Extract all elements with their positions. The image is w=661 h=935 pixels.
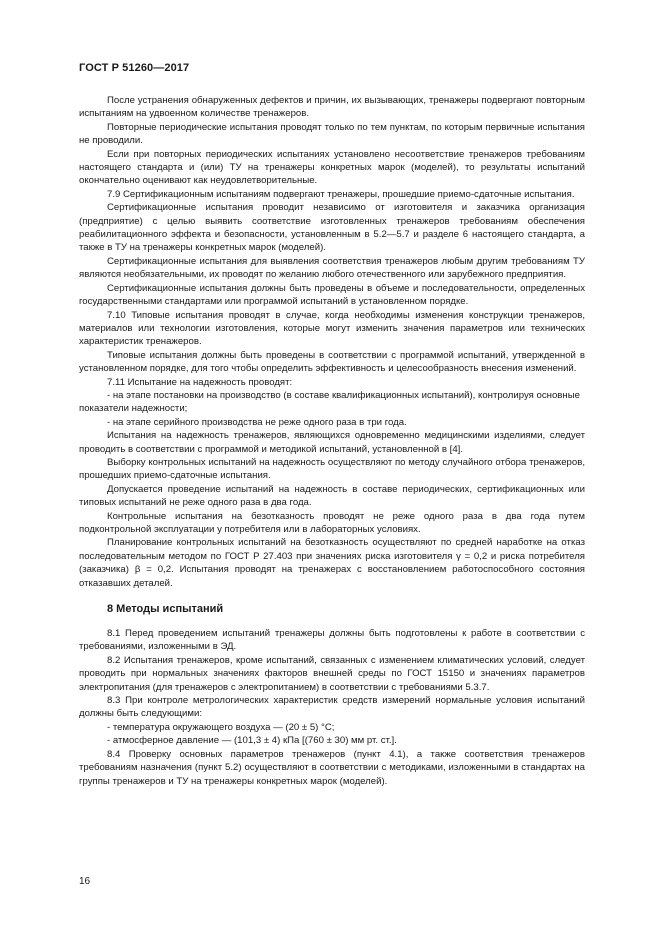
section-title: 8 Методы испытаний — [107, 603, 224, 616]
paragraph: 8.3 При контроле метрологических характеристик средств измерений нормальные условия испытаний должны быть следующими: — [79, 695, 585, 720]
paragraph: 7.10 Типовые испытания проводят в случае, когда необходимы изменения конструкции тренажеров, материалов или технологии изготовления, которые могут изменить значения параметров или технических характеристик тренажеров. — [79, 309, 585, 348]
paragraph: 7.9 Сертификационным испытаниям подвергают тренажеры, прошедшие приемо-сдаточные испытания. — [107, 188, 575, 200]
section-7-continuation — [79, 94, 585, 590]
section-8-body — [79, 627, 585, 788]
paragraph: Сертификационные испытания для выявления соответствия тренажеров любым другим требованиям ТУ являются необязательными, их проводят по желанию любого отечественного или зарубежного предприятия. — [79, 255, 585, 281]
paragraph: 7.11 Испытание на надежность проводят: — [107, 376, 293, 388]
list-item: - на этапе постановки на производство (в составе квалификационных испытаний), контролируя основные показатели надежности; — [79, 389, 580, 415]
paragraph: Выборку контрольных испытаний на надежность осуществляют по методу случайного отбора тренажеров, прошедших приемо-сдаточные испытания. — [79, 456, 585, 482]
paragraph: Испытания на надежность тренажеров, являющихся одновременно медицинскими изделиями, следует проводить в соответствии с программой и методикой испытаний, установленной в [4]. — [79, 430, 585, 455]
paragraph: После устранения обнаруженных дефектов и причин, их вызывающих, тренажеры подвергают повторным испытаниям на удвоенном количестве тренажеров. — [79, 95, 585, 120]
paragraph: 8.2 Испытания тренажеров, кроме испытаний, связанных с изменением климатических условий, следует проводить при нормальных значениях факторов внешней среды по ГОСТ 15150 и значениях параметров электропитания (для тренажеров с электропитанием) в соответствии с требованиями 5.3.7. — [79, 654, 585, 693]
paragraph: Сертификационные испытания должны быть проведены в объеме и последовательности, определенных государственными стандартами или программой испытаний в установленном порядке. — [79, 282, 585, 308]
document-body — [79, 94, 585, 788]
paragraph: Планирование контрольных испытаний на безотказность осуществляют по средней наработке на отказ последовательным методом по ГОСТ Р 27.403 при значениях риска изготовителя γ = 0,2 и риска потребителя (заказчика) β = 0,2. Испытания проводят на тренажерах с восстановлением работоспособного состояния отказавших деталей. — [79, 537, 585, 589]
paragraph: Повторные периодические испытания проводят только по тем пунктам, по которым первичные испытания не проводили. — [79, 121, 585, 147]
paragraph: 8.1 Перед проведением испытаний тренажеры должны быть подготовлены к работе в соответствии с требованиями, изложенными в ЭД. — [79, 628, 585, 653]
paragraph: Контрольные испытания на безотказность проводят не реже одного раза в два года путем подконтрольной эксплуатации у потребителя или в лабораторных условиях. — [79, 510, 585, 535]
list-item: - атмосферное давление — (101,3 ± 4) кПа [(760 ± 30) мм рт. ст.]. — [107, 735, 397, 747]
paragraph: Если при повторных периодических испытаниях установлено несоответствие тренажеров требованиям настоящего стандарта и (или) ТУ на тренажеры конкретных марок (моделей), то результаты испытаний окончательно оценивают как неудовлетворительные. — [79, 148, 585, 187]
document-header: ГОСТ Р 51260—2017 — [79, 62, 190, 74]
paragraph: Допускается проведение испытаний на надежность в составе периодических, сертификационных или типовых испытаний не реже одного раза в два года. — [79, 483, 585, 509]
list-item: - температура окружающего воздуха — (20 ± 5) °С; — [107, 721, 335, 733]
list-item: - на этапе серийного производства не реже одного раза в три года. — [107, 416, 407, 428]
paragraph: Сертификационные испытания проводит независимо от изготовителя и заказчика организация (предприятие) с целью выявить соответствие изготовленных тренажеров требованиям обеспечения реабилитационного эффекта и безопасности, установленным в 5.2—5.7 и разделе 6 настоящего стандарта, а также в ТУ на тренажеры конкретных марок (моделей). — [79, 202, 585, 254]
paragraph: 8.4 Проверку основных параметров тренажеров (пункт 4.1), а также соответствия тренажеров требованиям назначения (пункт 5.2) осуществляют в соответствии с методиками, изложенными в стандартах на группы тренажеров и ТУ на тренажеры конкретных марок (моделей). — [79, 748, 585, 787]
paragraph: Типовые испытания должны быть проведены в соответствии с программой испытаний, утвержденной в установленном порядке, для того чтобы определить эффективность и целесообразность внесения изменений. — [79, 349, 585, 375]
page-number: 16 — [79, 876, 91, 887]
